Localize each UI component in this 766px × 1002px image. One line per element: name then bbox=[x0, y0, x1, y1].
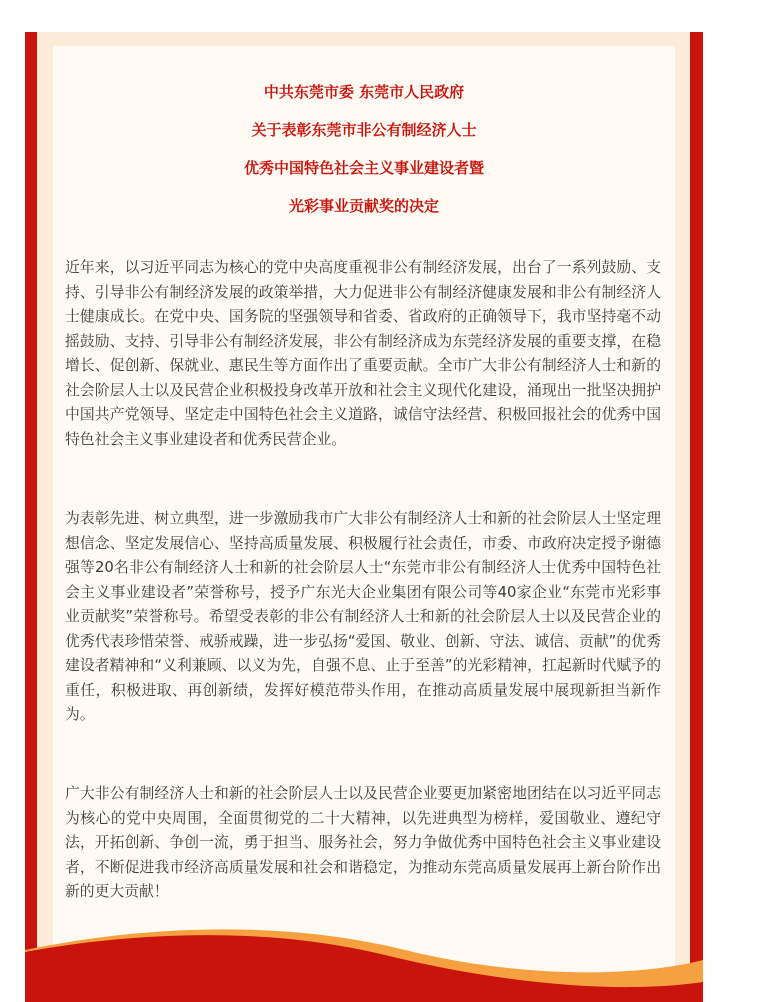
title-line-4: 光彩事业贡献奖的决定 bbox=[288, 197, 439, 215]
paragraph-1: 近年来，以习近平同志为核心的党中央高度重视非公有制经济发展，出台了一系列鼓励、支持、引导非公有制经济发展的政策举措，大力促进非公有制经济健康发展和非公有制经济人士健康成长。在党中央、国务院的坚强领导和省委、省政府的正确领导下，我市坚持毫不动摇鼓励、支持、引导非公有制经济发展，非公有制经济成为东莞经济发展的重要支撑，在稳增长、促创新、保就业、惠民生等方面作出了重要贡献。全市广大非公有制经济人士和新的社会阶层人士以及民营企业积极投身改革开放和社会主义现代化建设，涌现出一批坚决拥护中国共产党领导、坚定走中国特色社会主义道路，诚信守法经营、积极回报社会的优秀中国特色社会主义事业建设者和优秀民营企业。 bbox=[65, 259, 661, 448]
title-line-1: 中共东莞市委 东莞市人民政府 bbox=[263, 83, 465, 101]
title-line-2: 关于表彰东莞市非公有制经济人士 bbox=[251, 121, 477, 139]
paragraph-2: 为表彰先进、树立典型，进一步激励我市广大非公有制经济人士和新的社会阶层人士坚定理想信念、坚定发展信心、坚持高质量发展、积极履行社会责任，市委、市政府决定授予谢德强等20名非公有制经济人士和新的社会阶层人士“东莞市非公有制经济人士优秀中国特色社会主义事业建设者”荣誉称号，授予广东光大企业集团有限公司等40家企业“东莞市光彩事业贡献奖”荣誉称号。希望受表彰的非公有制经济人士和新的社会阶层人士以及民营企业的优秀代表珍惜荣誉、戒骄戒躁，进一步弘扬“爱国、敬业、创新、守法、诚信、贡献”的优秀建设者精神和“义利兼顾、以义为先，自强不息、止于至善”的光彩精神，扛起新时代赋予的重任，积极进取、再创新绩，发挥好模范带头作用，在推动高质量发展中展现新担当新作为。 bbox=[65, 510, 661, 723]
title-line-3: 优秀中国特色社会主义事业建设者暨 bbox=[243, 159, 484, 177]
paragraph-3: 广大非公有制经济人士和新的社会阶层人士以及民营企业要更加紧密地团结在以习近平同志为核心的党中央周围，全面贯彻党的二十大精神，以先进典型为榜样，爱国敬业、遵纪守法，开拓创新、争创一流，勇于担当、服务社会，努力争做优秀中国特色社会主义事业建设者，不断促进我市经济高质量发展和社会和谐稳定，为推动东莞高质量发展再上新台阶作出新的更大贡献！ bbox=[65, 785, 661, 900]
decorative-wave bbox=[25, 920, 703, 1002]
